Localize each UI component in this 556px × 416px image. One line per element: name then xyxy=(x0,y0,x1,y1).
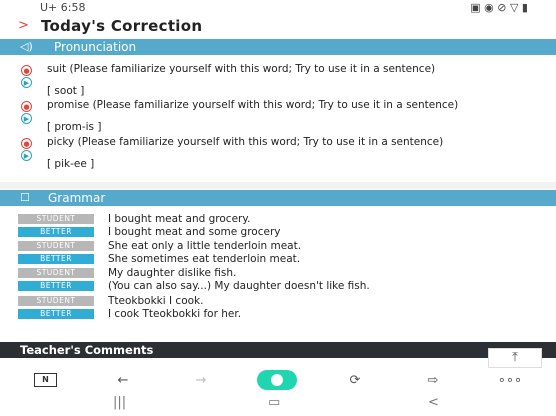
page-title: Today's Correction xyxy=(41,17,203,35)
better-sentence: I bought meat and some grocery xyxy=(108,226,281,238)
home-icon[interactable] xyxy=(257,370,297,390)
student-tag: STUDENT xyxy=(18,296,94,306)
pronunciation-word-text: promise (Please familiarize yourself with this word; Try to use it in a sentence) xyxy=(47,99,459,111)
play-audio-icon[interactable]: ▶ xyxy=(21,77,32,88)
chevron-right-icon[interactable]: > xyxy=(18,18,29,33)
pronunciation-word-text: suit (Please familiarize yourself with this word; Try to use it in a sentence) xyxy=(47,63,436,75)
share-icon[interactable]: ⇨ xyxy=(427,373,439,388)
grammar-better-row xyxy=(0,253,556,266)
recents-icon[interactable]: ||| xyxy=(113,395,127,410)
status-indicators-icon: ▣ ◉ ⊘ ▽ ▮ xyxy=(470,1,528,14)
grammar-label: Grammar xyxy=(48,191,106,205)
more-options-icon[interactable]: ∘∘∘ xyxy=(497,373,523,388)
tabs-button[interactable]: N xyxy=(34,373,57,387)
grammar-student-row xyxy=(0,240,556,253)
student-sentence: She eat only a little tenderloin meat. xyxy=(108,240,302,252)
refresh-icon[interactable]: ⟳ xyxy=(349,373,361,388)
better-sentence: (You can also say...) My daughter doesn't like fish. xyxy=(108,280,370,292)
better-tag: BETTER xyxy=(18,254,94,264)
pronunciation-section-header xyxy=(0,39,556,55)
browser-toolbar xyxy=(0,368,556,393)
record-icon[interactable]: ● xyxy=(21,101,32,112)
student-tag: STUDENT xyxy=(18,241,94,251)
speaker-icon: ◁) xyxy=(20,40,33,53)
section-divider xyxy=(0,182,556,189)
student-sentence: My daughter dislike fish. xyxy=(108,267,237,279)
student-tag: STUDENT xyxy=(18,268,94,278)
back-nav-icon[interactable]: < xyxy=(428,395,439,410)
better-tag: BETTER xyxy=(18,281,94,291)
better-tag: BETTER xyxy=(18,227,94,237)
student-sentence: I bought meat and grocery. xyxy=(108,213,251,225)
status-bar xyxy=(0,0,556,15)
student-tag: STUDENT xyxy=(18,214,94,224)
page-header xyxy=(0,16,556,38)
pronunciation-word-text: picky (Please familiarize yourself with this word; Try to use it in a sentence) xyxy=(47,136,444,148)
pronunciation-phonetic: [ pik-ee ] xyxy=(47,158,95,170)
forward-arrow-icon[interactable]: → xyxy=(195,373,207,388)
pronunciation-phonetic: [ prom-is ] xyxy=(47,121,102,133)
grammar-student-row xyxy=(0,213,556,226)
scroll-to-top-button[interactable]: ⤒ xyxy=(488,348,542,368)
pronunciation-label: Pronunciation xyxy=(54,40,137,54)
play-audio-icon[interactable]: ▶ xyxy=(21,113,32,124)
better-sentence: She sometimes eat tenderloin meat. xyxy=(108,253,301,265)
better-tag: BETTER xyxy=(18,309,94,319)
android-navigation-bar xyxy=(0,393,556,416)
pronunciation-phonetic: [ soot ] xyxy=(47,85,85,97)
teachers-comments-header[interactable] xyxy=(0,342,556,358)
grammar-better-row xyxy=(0,308,556,321)
student-sentence: Tteokbokki I cook. xyxy=(108,295,204,307)
grammar-better-row xyxy=(0,280,556,293)
play-audio-icon[interactable]: ▶ xyxy=(21,150,32,161)
grammar-student-row xyxy=(0,267,556,280)
teachers-comments-label: Teacher's Comments xyxy=(20,343,154,357)
better-sentence: I cook Tteokbokki for her. xyxy=(108,308,242,320)
record-icon[interactable]: ● xyxy=(21,65,32,76)
grammar-section-header xyxy=(0,190,556,206)
record-icon[interactable]: ● xyxy=(21,138,32,149)
status-time: U+ 6:58 xyxy=(40,1,86,14)
grammar-student-row xyxy=(0,295,556,308)
back-arrow-icon[interactable]: ← xyxy=(117,373,129,388)
grammar-better-row xyxy=(0,226,556,239)
checkbox-icon: ☐ xyxy=(20,191,30,204)
home-nav-icon[interactable]: ▭ xyxy=(268,395,281,410)
